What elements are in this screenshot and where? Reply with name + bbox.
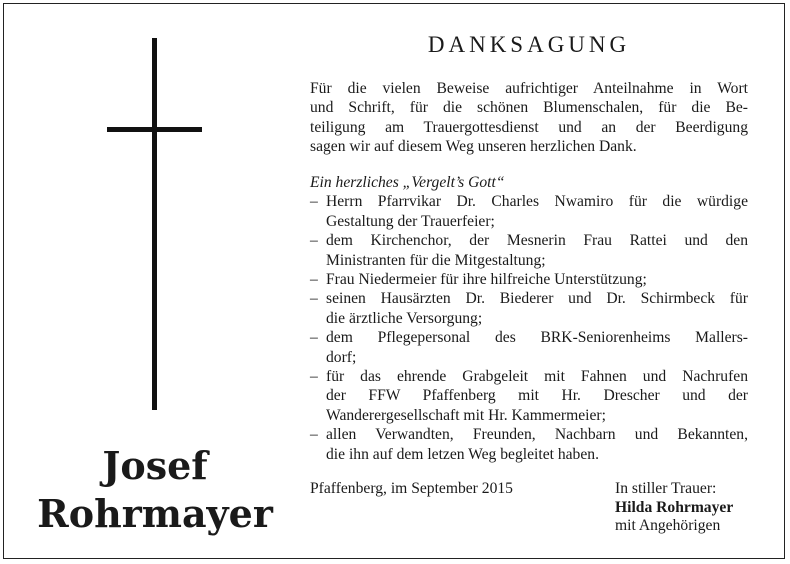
thanks-item-line: Wanderergesellschaft mit Hr. Kammermeier; — [326, 406, 606, 424]
thanks-list — [310, 192, 748, 464]
thanks-item — [310, 231, 748, 270]
place-date: Pfaffenberg, im September 2015 — [310, 480, 513, 497]
thanks-item — [310, 367, 748, 425]
thanks-item-line: allen Verwandten, Freunden, Nachbarn und Bekannten, — [326, 426, 748, 444]
deceased-first-name: Josef — [102, 443, 208, 488]
dash-marker: – — [310, 271, 318, 289]
signature-block — [615, 480, 733, 536]
thanks-item-line: dem Kirchenchor, der Mesnerin Frau Rattei und den — [326, 232, 748, 250]
thanks-item — [310, 425, 748, 464]
thanks-item — [310, 270, 748, 289]
intro-line: teiligung am Trauergottesdienst und an der Beerdigung — [310, 118, 748, 136]
signature-relatives: mit Angehörigen — [615, 517, 721, 534]
thanks-item-line: seinen Hausärzten Dr. Biederer und Dr. Schirmbeck für — [326, 290, 748, 308]
thanks-heading: Ein herzliches „Vergelt’s Gott“ — [310, 174, 505, 191]
thanks-item — [310, 289, 748, 328]
thanks-item — [310, 328, 748, 367]
notice-heading: DANKSAGUNG — [427, 32, 631, 57]
thanks-section — [310, 173, 748, 464]
thanks-item — [310, 192, 748, 231]
deceased-last-name: Rohrmayer — [37, 491, 273, 536]
thanks-item-line: für das ehrende Grabgeleit mit Fahnen und Nachrufen — [326, 368, 748, 386]
dash-marker: – — [310, 329, 318, 347]
intro-line: Für die vielen Beweise aufrichtiger Anteilnahme in Wort — [310, 80, 748, 97]
dash-marker: – — [310, 426, 318, 444]
thanks-item-line: Ministranten für die Mitgestaltung; — [326, 251, 546, 269]
mourner-name: Hilda Rohrmayer — [615, 498, 734, 516]
thanks-item-line: die ärztliche Versorgung; — [326, 309, 483, 327]
thanks-item-line: Frau Niedermeier für ihre hilfreiche Unterstützung; — [326, 271, 647, 289]
thanks-item-line: dorf; — [326, 348, 357, 366]
thanks-item-line: dem Pflegepersonal des BRK-Seniorenheims Mallers- — [326, 329, 748, 347]
thanks-item-line: der FFW Pfaffenberg mit Hr. Drescher und der — [326, 387, 748, 405]
thanks-item-line: die ihn auf dem letzen Weg begleitet haben. — [326, 445, 599, 463]
cross-icon-bar — [107, 127, 202, 132]
dash-marker: – — [310, 193, 318, 211]
intro-line: und Schrift, für die schönen Blumenschalen, für die Be- — [310, 99, 748, 117]
thanks-item-line: Gestaltung der Trauerfeier; — [326, 212, 495, 230]
signature-intro: In stiller Trauer: — [615, 480, 717, 497]
intro-paragraph — [310, 79, 748, 157]
dash-marker: – — [310, 290, 318, 308]
cross-icon — [152, 38, 157, 410]
dash-marker: – — [310, 232, 318, 250]
thanks-item-line: Herrn Pfarrvikar Dr. Charles Nwamiro für die würdige — [326, 193, 748, 211]
intro-line: sagen wir auf diesem Weg unseren herzlichen Dank. — [310, 138, 637, 156]
dash-marker: – — [310, 368, 318, 386]
